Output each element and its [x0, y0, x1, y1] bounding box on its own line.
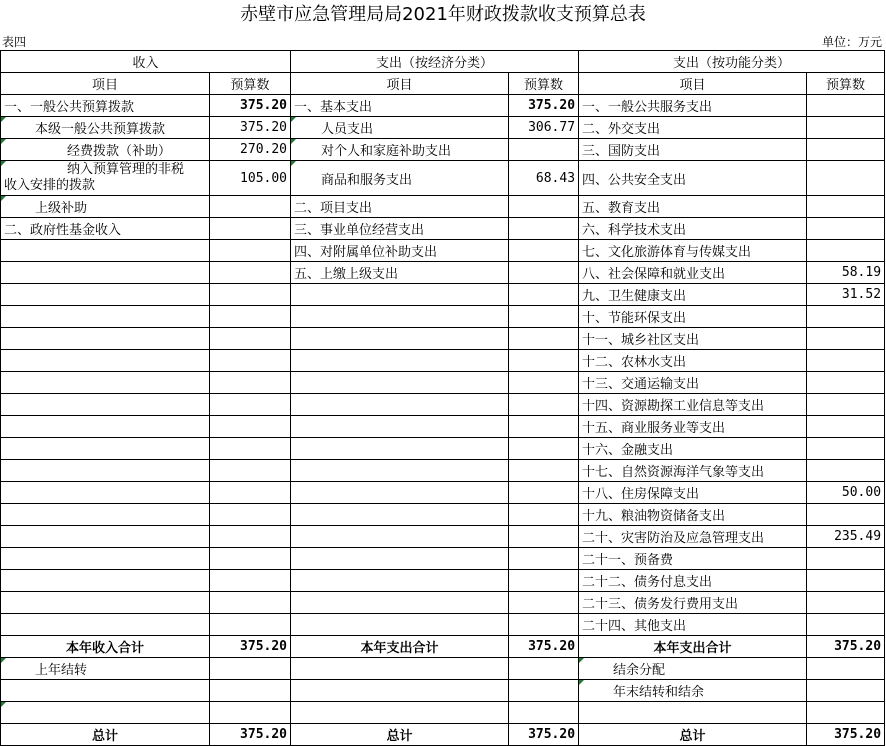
func-item-label: 十二、农林水支出	[579, 350, 807, 372]
income-item-value: 375.20	[210, 95, 291, 117]
income-empty-cell	[210, 262, 291, 284]
func-item-label: 四、公共安全支出	[579, 161, 807, 196]
func-item-value	[807, 416, 885, 438]
income-item-label-line1: 纳入预算管理的非税	[67, 162, 185, 177]
func-item-value	[807, 548, 885, 570]
econ-item-value	[509, 262, 579, 284]
income-item-label: 经费拨款（补助）	[1, 139, 210, 161]
table-row	[1, 570, 885, 592]
table-row	[1, 614, 885, 636]
econ-item-label: 二、项目支出	[291, 196, 509, 218]
income-grand-total-value: 375.20	[210, 724, 291, 746]
func-item-label: 十、节能环保支出	[579, 306, 807, 328]
table-row	[1, 548, 885, 570]
func-item-value	[807, 504, 885, 526]
func-item-value	[807, 328, 885, 350]
func-item-value	[807, 372, 885, 394]
income-item-value	[210, 218, 291, 240]
func-item-label: 六、科学技术支出	[579, 218, 807, 240]
func-item-label: 十七、自然资源海洋气象等支出	[579, 460, 807, 482]
func-item-label: 二十四、其他支出	[579, 614, 807, 636]
income-item-value: 375.20	[210, 117, 291, 139]
econ-item-label: 一、基本支出	[291, 95, 509, 117]
table-row	[1, 161, 885, 196]
econ-item-value: 68.43	[509, 161, 579, 196]
func-item-value: 50.00	[807, 482, 885, 504]
table-row	[1, 306, 885, 328]
func-item-label: 九、卫生健康支出	[579, 284, 807, 306]
func-budget-header: 预算数	[807, 73, 885, 95]
func-grand-total-value: 375.20	[807, 724, 885, 746]
econ-item-value	[509, 196, 579, 218]
func-item-value: 235.49	[807, 526, 885, 548]
func-item-label: 二十一、预备费	[579, 548, 807, 570]
econ-item-value	[509, 218, 579, 240]
func-item-value	[807, 117, 885, 139]
carryover-row	[1, 658, 885, 680]
econ-grand-total-value: 375.20	[509, 724, 579, 746]
income-budget-header: 预算数	[210, 73, 291, 95]
income-item-value: 105.00	[210, 161, 291, 196]
func-section-header: 支出（按功能分类）	[579, 51, 885, 73]
table-row	[1, 592, 885, 614]
func-item-label: 五、教育支出	[579, 196, 807, 218]
table-label: 表四	[2, 35, 27, 49]
table-row	[1, 504, 885, 526]
income-item-label: 本级一般公共预算拨款	[1, 117, 210, 139]
table-row	[1, 95, 885, 117]
func-item-value	[807, 306, 885, 328]
func-year-total-label: 本年支出合计	[579, 636, 807, 658]
table-row	[1, 394, 885, 416]
econ-item-header: 项目	[291, 73, 509, 95]
income-item-value	[210, 196, 291, 218]
func-item-value	[807, 161, 885, 196]
func-item-value	[807, 438, 885, 460]
table-row	[1, 702, 885, 724]
page-title: 赤壁市应急管理局局2021年财政拨款收支预算总表	[240, 4, 646, 25]
econ-item-value: 375.20	[509, 95, 579, 117]
func-year-total-value: 375.20	[807, 636, 885, 658]
econ-item-value: 306.77	[509, 117, 579, 139]
econ-budget-header: 预算数	[509, 73, 579, 95]
table-row	[1, 482, 885, 504]
income-item-value: 270.20	[210, 139, 291, 161]
income-year-total-value: 375.20	[210, 636, 291, 658]
column-header-row	[1, 73, 885, 95]
grand-total-row	[1, 724, 885, 746]
table-row	[1, 438, 885, 460]
func-item-value	[807, 240, 885, 262]
section-header-row	[1, 51, 885, 73]
table-row	[1, 240, 885, 262]
func-item-value	[807, 95, 885, 117]
prev-year-carryover-label: 上年结转	[1, 658, 210, 680]
year-end-carryover-label: 年末结转和结余	[579, 680, 807, 702]
carryover-row	[1, 680, 885, 702]
func-item-label: 十八、住房保障支出	[579, 482, 807, 504]
table-row	[1, 460, 885, 482]
func-item-label: 二十、灾害防治及应急管理支出	[579, 526, 807, 548]
func-grand-total-label: 总计	[579, 724, 807, 746]
income-item-label: 上级补助	[1, 196, 210, 218]
income-item-header: 项目	[1, 73, 210, 95]
unit-label: 单位：万元	[821, 35, 882, 49]
table-row	[1, 284, 885, 306]
econ-item-label: 对个人和家庭补助支出	[291, 139, 509, 161]
table-row	[1, 372, 885, 394]
func-item-value	[807, 218, 885, 240]
func-item-header: 项目	[579, 73, 807, 95]
table-row	[1, 526, 885, 548]
econ-item-value	[509, 139, 579, 161]
table-row	[1, 350, 885, 372]
table-row	[1, 117, 885, 139]
func-item-label: 一、一般公共服务支出	[579, 95, 807, 117]
table-row	[1, 416, 885, 438]
table-row	[1, 196, 885, 218]
econ-item-label: 商品和服务支出	[291, 161, 509, 196]
econ-item-label: 四、对附属单位补助支出	[291, 240, 509, 262]
func-item-value: 58.19	[807, 262, 885, 284]
income-item-label: 二、政府性基金收入	[1, 218, 210, 240]
econ-item-value	[509, 240, 579, 262]
income-item-label-line2: 收入安排的拨款	[4, 178, 96, 193]
econ-year-total-value: 375.20	[509, 636, 579, 658]
econ-item-label: 人员支出	[291, 117, 509, 139]
econ-item-label: 五、上缴上级支出	[291, 262, 509, 284]
year-total-row	[1, 636, 885, 658]
income-item-label: 一、一般公共预算拨款	[1, 95, 210, 117]
func-item-value	[807, 570, 885, 592]
func-item-label: 十一、城乡社区支出	[579, 328, 807, 350]
income-empty-cell	[1, 262, 210, 284]
func-item-label: 十九、粮油物资储备支出	[579, 504, 807, 526]
table-row	[1, 262, 885, 284]
func-item-label: 十五、商业服务业等支出	[579, 416, 807, 438]
func-item-value	[807, 350, 885, 372]
func-item-label: 二十三、债务发行费用支出	[579, 592, 807, 614]
income-empty-cell	[210, 240, 291, 262]
table-row	[1, 218, 885, 240]
func-item-value	[807, 394, 885, 416]
table-row	[1, 328, 885, 350]
econ-section-header: 支出（按经济分类）	[291, 51, 579, 73]
func-item-label: 七、文化旅游体育与传媒支出	[579, 240, 807, 262]
func-item-value	[807, 196, 885, 218]
func-item-label: 二十二、债务付息支出	[579, 570, 807, 592]
income-section-header: 收入	[1, 51, 291, 73]
func-item-value	[807, 592, 885, 614]
func-item-value	[807, 460, 885, 482]
budget-table	[0, 50, 885, 746]
surplus-distribution-label: 结余分配	[579, 658, 807, 680]
income-grand-total-label: 总计	[1, 724, 210, 746]
func-item-value	[807, 614, 885, 636]
econ-year-total-label: 本年支出合计	[291, 636, 509, 658]
table-row	[1, 139, 885, 161]
func-item-label: 三、国防支出	[579, 139, 807, 161]
econ-grand-total-label: 总计	[291, 724, 509, 746]
income-item-label	[1, 161, 210, 196]
func-item-value: 31.52	[807, 284, 885, 306]
func-item-label: 十六、金融支出	[579, 438, 807, 460]
income-year-total-label: 本年收入合计	[1, 636, 210, 658]
func-item-label: 八、社会保障和就业支出	[579, 262, 807, 284]
func-item-label: 二、外交支出	[579, 117, 807, 139]
econ-item-label: 三、事业单位经营支出	[291, 218, 509, 240]
income-empty-cell	[1, 240, 210, 262]
func-item-value	[807, 139, 885, 161]
func-item-label: 十四、资源勘探工业信息等支出	[579, 394, 807, 416]
func-item-label: 十三、交通运输支出	[579, 372, 807, 394]
